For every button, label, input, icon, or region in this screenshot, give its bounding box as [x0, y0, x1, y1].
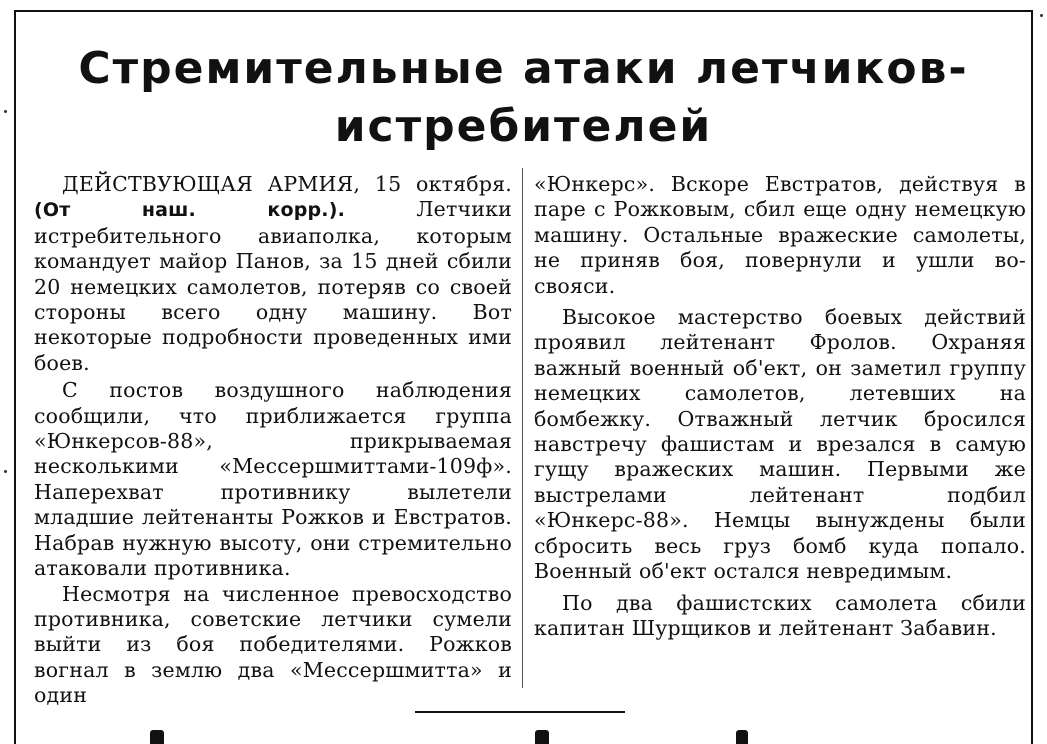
paragraph-4: Высокое мастерство боевых действий проявил лейтенант Фролов. Охраняя важный военный об'ект, он заметил группу немецких самолетов, летевших на бомбежку. Отважный летчик бросился навстречу фашистам и врезался в самую гущу вражеских машин. Первыми же выстрелами лейтенант подбил «Юнкерс-88». Немцы вынуждены были сбросить весь груз бомб куда попало. Военный об'ект остался невредимым. [534, 305, 1026, 584]
headline-line-2: истребителей [334, 101, 713, 152]
page-frame-top [14, 10, 1033, 12]
paragraph-1 [34, 172, 512, 376]
article-headline [40, 40, 1007, 156]
page-frame-right [1031, 10, 1033, 744]
column-divider [522, 168, 523, 688]
headline-line-1: Стремительные атаки летчиков- [78, 43, 969, 94]
edge-mark [4, 110, 7, 113]
left-column [34, 172, 512, 709]
edge-mark [1040, 14, 1043, 17]
right-column [534, 172, 1026, 641]
page-frame-left [14, 10, 16, 744]
dateline: ДЕЙСТВУЮЩАЯ АРМИЯ, 15 октября. [62, 172, 512, 196]
paragraph-5: По два фашистских самолета сбили капитан Шурщиков и лейтенант Забавин. [534, 590, 1026, 640]
edge-mark [4, 470, 7, 473]
paragraph-3: Несмотря на численное превосходство противника, советские летчики сумели выйти из боя победителями. Рожков вогнал в землю два «Мессершмитта» и один [34, 581, 512, 708]
section-divider [415, 711, 625, 713]
paragraph-1-text: Летчики истребительного авиаполка, которым командует майор Панов, за 15 дней сбили 20 немецких самолетов, потеряв со своей стороны всего одну машину. Вот некоторые подробности проведенных ими боев. [34, 197, 512, 375]
paragraph-continued: «Юнкерс». Вскоре Евстратов, действуя в паре с Рожковым, сбил еще одну немецкую машину. Остальные вражеские самолеты, не приняв боя, повернули и ушли во-свояси. [534, 172, 1026, 298]
next-article-headline-fragment [0, 730, 1047, 744]
paragraph-2: С постов воздушного наблюдения сообщили, что приближается группа «Юнкерсов-88», прикрываемая несколькими «Мессершмиттами-109ф». Наперехват противнику вылетели младшие лейтенанты Рожков и Евстратов. Набрав нужную высоту, они стремительно атаковали противника. [34, 378, 512, 581]
byline: (От наш. корр.). [34, 199, 346, 222]
